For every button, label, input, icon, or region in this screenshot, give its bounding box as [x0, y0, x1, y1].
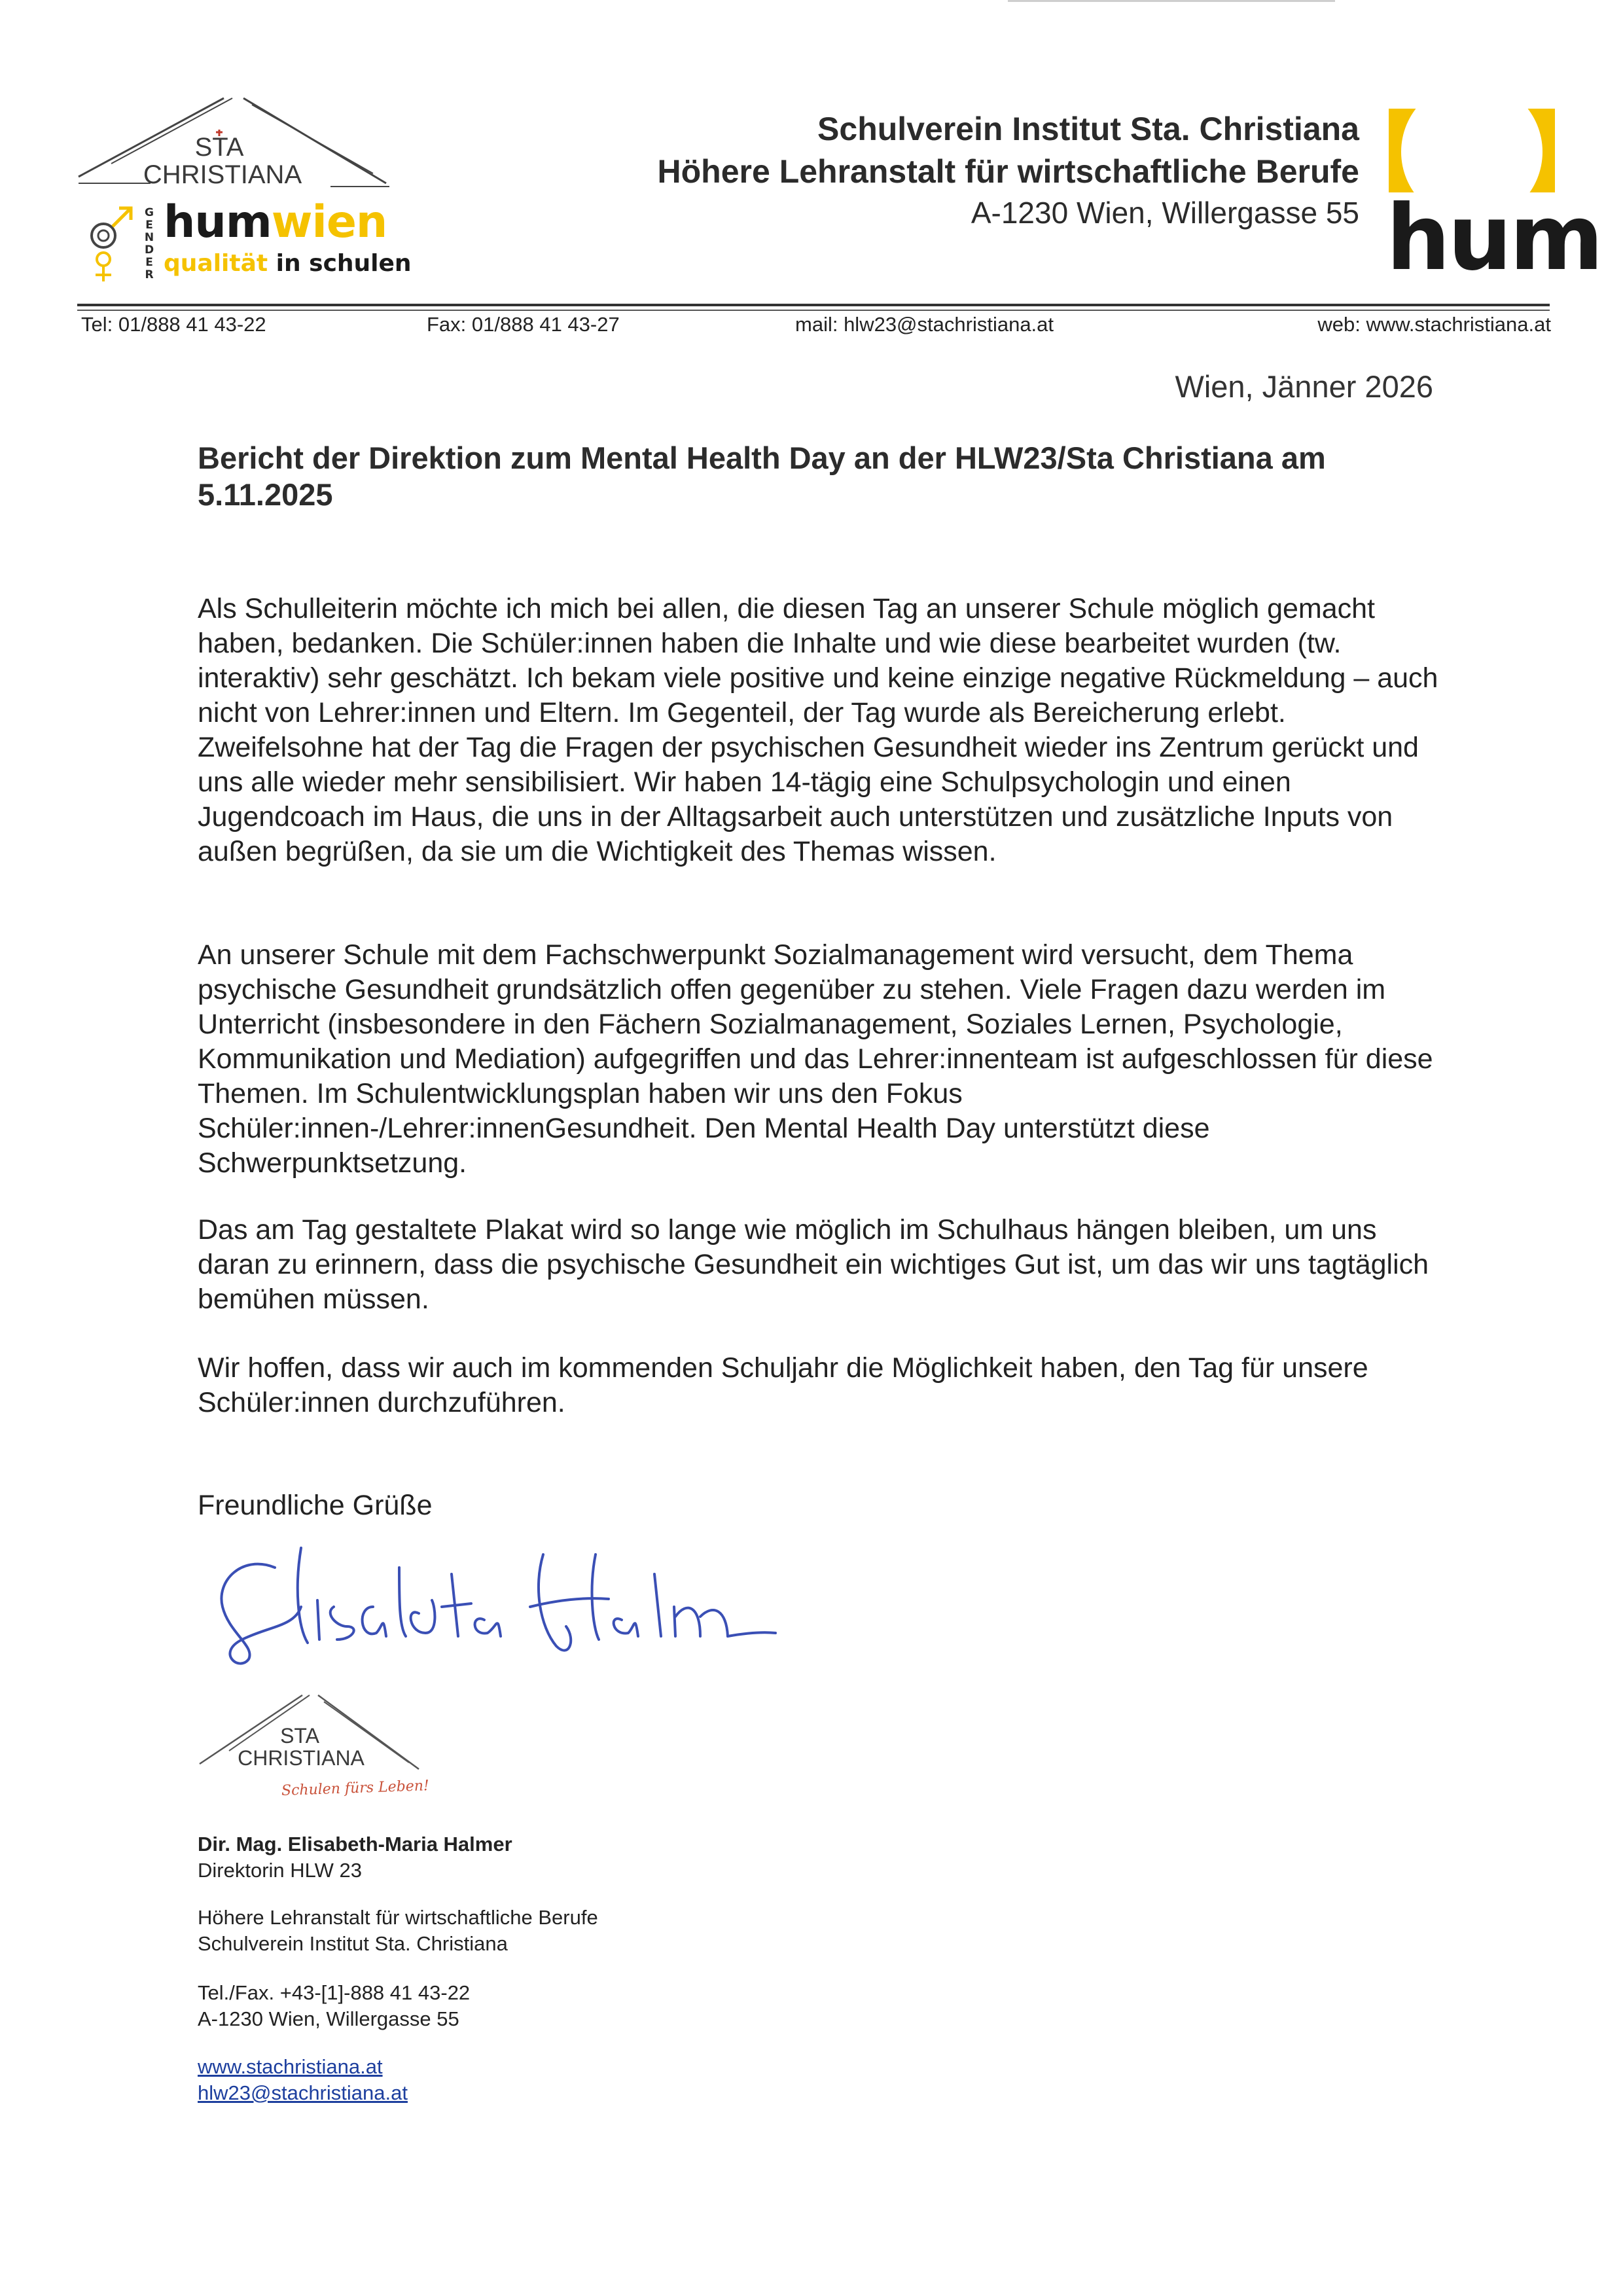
email-link[interactable]: hlw23@stachristiana.at	[198, 2081, 408, 2104]
contact-fax: Fax: 01/888 41 43-27	[427, 313, 620, 336]
signatory-school: Höhere Lehranstalt für wirtschaftliche Berufe	[198, 1906, 598, 1929]
gender-letter: R	[145, 268, 154, 281]
school-address: A-1230 Wien, Willergasse 55	[971, 196, 1359, 230]
contact-website[interactable]: web: www.stachristiana.at	[1317, 313, 1551, 336]
header-divider	[77, 304, 1550, 306]
body-paragraph: Als Schulleiterin möchte ich mich bei allen, die diesen Tag an unserer Schule möglich gemacht haben, bedanken. Die Schüler:innen haben die Inhalte und wie diese bearbeitet wurden (tw. interaktiv) sehr geschätzt. Ich bekam viele positive und keine einzige negative Rückmeldung – auch nicht von Lehrer:innen und Eltern. Im Gegenteil, der Tag wurde als Bereicherung erlebt. Zweifelsohne hat der Tag die Fragen der psychischen Gesundheit wieder ins Zentrum gerückt und uns alle wieder mehr sensibilisiert. Wir haben 14-tägig eine Schulpsychologin und einen Jugendcoach im Haus, die uns in der Alltagsarbeit auch unterstützen und zusätzliche Inputs von außen begrüßen, da sie um die Wichtigkeit des Themas wissen.	[198, 593, 1438, 867]
signatory-role: Direktorin HLW 23	[198, 1859, 362, 1882]
sta-christiana-logo-small	[190, 1692, 425, 1790]
logo-small-line-2: CHRISTIANA	[238, 1746, 365, 1770]
gender-letters	[143, 207, 156, 281]
gq-hum: hum	[164, 196, 272, 248]
gender-letter: N	[144, 231, 154, 244]
body-paragraph: Wir hoffen, dass wir auch im kommenden Schuljahr die Möglichkeit haben, den Tag für unsere Schüler:innen durchzuführen.	[198, 1352, 1368, 1418]
contact-phone: Tel: 01/888 41 43-22	[81, 313, 266, 336]
gq-tagline	[164, 250, 412, 277]
gender-quality-logo	[79, 196, 412, 288]
signatory-phone: Tel./Fax. +43-[1]-888 41 43-22	[198, 1981, 471, 2004]
header-divider	[77, 310, 1550, 311]
gq-schools: in schulen	[276, 250, 412, 277]
website-link[interactable]: www.stachristiana.at	[198, 2055, 383, 2078]
logo-line-1: STA	[194, 133, 244, 162]
signatory-org: Schulverein Institut Sta. Christiana	[198, 1932, 508, 1955]
contact-email[interactable]: mail: hlw23@stachristiana.at	[795, 313, 1054, 336]
body-paragraph: An unserer Schule mit dem Fachschwerpunkt Sozialmanagement wird versucht, dem Thema psychische Gesundheit grundsätzlich offen gegenüber zu stehen. Viele Fragen dazu werden im Unterricht (insbesondere in den Fächern Sozialmanagement, Soziales Lernen, Psychologie, Kommunikation und Mediation) aufgegriffen und das Lehrer:innenteam ist aufgeschlossen für diese Themen. Im Schulentwicklungsplan haben wir uns den Fokus Schüler:innen-/Lehrer:innenGesundheit. Den Mental Health Day unterstützt diese Schwerpunktsetzung.	[198, 939, 1433, 1179]
gender-letter: E	[145, 219, 153, 232]
signature-graphic	[203, 1528, 779, 1679]
handwritten-signature	[203, 1528, 779, 1679]
hum-logo-text: hum	[1386, 185, 1601, 291]
logo-line-2: CHRISTIANA	[143, 160, 302, 189]
gq-hum-wien-text	[164, 196, 387, 248]
gender-letter: G	[145, 206, 154, 219]
gq-wien: wien	[271, 196, 387, 248]
sta-christiana-logo	[72, 92, 393, 203]
signatory-name: Dir. Mag. Elisabeth-Maria Halmer	[198, 1833, 512, 1856]
scan-edge-mark	[1008, 0, 1335, 2]
signatory-address: A-1230 Wien, Willergasse 55	[198, 2007, 459, 2030]
gq-quality: qualität	[164, 250, 268, 277]
gender-symbols-icon	[79, 196, 144, 288]
report-title: Bericht der Direktion zum Mental Health Day an der HLW23/Sta Christiana am 5.11.2025	[198, 440, 1326, 512]
roof-logo-graphic	[72, 92, 393, 203]
gender-letter: D	[144, 243, 154, 257]
school-name: Höhere Lehranstalt für wirtschaftliche Berufe	[657, 153, 1359, 190]
logo-small-line-1: STA	[280, 1724, 319, 1748]
org-name: Schulverein Institut Sta. Christiana	[817, 111, 1359, 147]
roof-logo-small-graphic	[190, 1692, 425, 1790]
body-paragraph: Das am Tag gestaltete Plakat wird so lange wie möglich im Schulhaus hängen bleiben, um uns daran zu erinnern, dass die psychische Gesundheit ein wichtiges Gut ist, um das wir uns tagtäglich bemühen müssen.	[198, 1214, 1429, 1315]
gender-letter: E	[145, 256, 153, 269]
logo-slogan: Schulen fürs Leben!	[281, 1778, 430, 1799]
letter-date: Wien, Jänner 2026	[1175, 369, 1433, 404]
closing-salutation: Freundliche Grüße	[198, 1490, 433, 1521]
